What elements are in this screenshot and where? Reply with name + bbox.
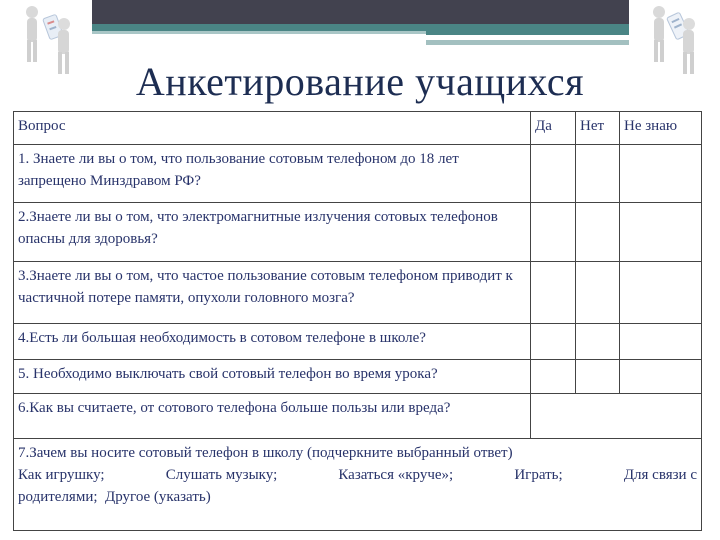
option-cool[interactable]: Казаться «круче»; [338, 467, 454, 483]
option-music[interactable]: Слушать музыку; [165, 467, 278, 483]
header-question: Вопрос [14, 112, 531, 145]
header-band-teal-extension [426, 31, 629, 35]
options-line-2[interactable]: родителями; Другое (указать) [18, 489, 211, 505]
question-cell: 2.Знаете ли вы о том, что электромагнитные излучения сотовых телефонов опасны для здоровья? [14, 203, 531, 262]
slide-title: Анкетирование учащихся [135, 59, 585, 104]
option-toy[interactable]: Как игрушку; [18, 467, 105, 483]
answer-yes-cell[interactable] [531, 360, 576, 394]
header-band-dark [92, 0, 629, 24]
answer-dont-know-cell[interactable] [620, 203, 702, 262]
answer-no-cell[interactable] [576, 262, 620, 324]
answer-no-cell[interactable] [576, 203, 620, 262]
answer-dont-know-cell[interactable] [620, 262, 702, 324]
answer-dont-know-cell[interactable] [620, 145, 702, 203]
answer-freeform-cell[interactable] [531, 394, 702, 439]
answer-no-cell[interactable] [576, 360, 620, 394]
question-cell: 1. Знаете ли вы о том, что пользование сотовым телефоном до 18 лет запрещено Минздравом РФ? [14, 145, 531, 203]
table-row [14, 360, 702, 394]
question-cell: 5. Необходимо выключать свой сотовый телефон во время урока? [14, 360, 531, 394]
table-row [14, 262, 702, 324]
answer-yes-cell[interactable] [531, 262, 576, 324]
header-dont-know: Не знаю [620, 112, 702, 145]
question-cell-multichoice [14, 439, 702, 531]
option-play[interactable]: Играть; [514, 467, 563, 483]
table-row [14, 203, 702, 262]
answer-yes-cell[interactable] [531, 203, 576, 262]
answer-no-cell[interactable] [576, 324, 620, 360]
answer-dont-know-cell[interactable] [620, 360, 702, 394]
header-no: Нет [576, 112, 620, 145]
table-row [14, 145, 702, 203]
answer-yes-cell[interactable] [531, 324, 576, 360]
survey-table [13, 111, 702, 531]
header-yes: Да [531, 112, 576, 145]
question-text: 7.Зачем вы носите сотовый телефон в школу (подчеркните выбранный ответ) [18, 445, 513, 461]
question-cell: 4.Есть ли большая необходимость в сотовом телефоне в школе? [14, 324, 531, 360]
header-band-light-left [92, 31, 426, 34]
answer-dont-know-cell[interactable] [620, 324, 702, 360]
question-cell: 3.Знаете ли вы о том, что частое пользование сотовым телефоном приводит к частичной потере памяти, опухоли головного мозга? [14, 262, 531, 324]
table-row [14, 439, 702, 531]
table-row [14, 324, 702, 360]
question-cell: 6.Как вы считаете, от сотового телефона больше пользы или вреда? [14, 394, 531, 439]
options-line [18, 464, 697, 486]
answer-no-cell[interactable] [576, 145, 620, 203]
table-row [14, 394, 702, 439]
table-header-row [14, 112, 702, 145]
header-band-light-right [426, 40, 629, 45]
header-band-teal [92, 24, 629, 31]
answer-yes-cell[interactable] [531, 145, 576, 203]
option-contact[interactable]: Для связи с [623, 467, 697, 483]
